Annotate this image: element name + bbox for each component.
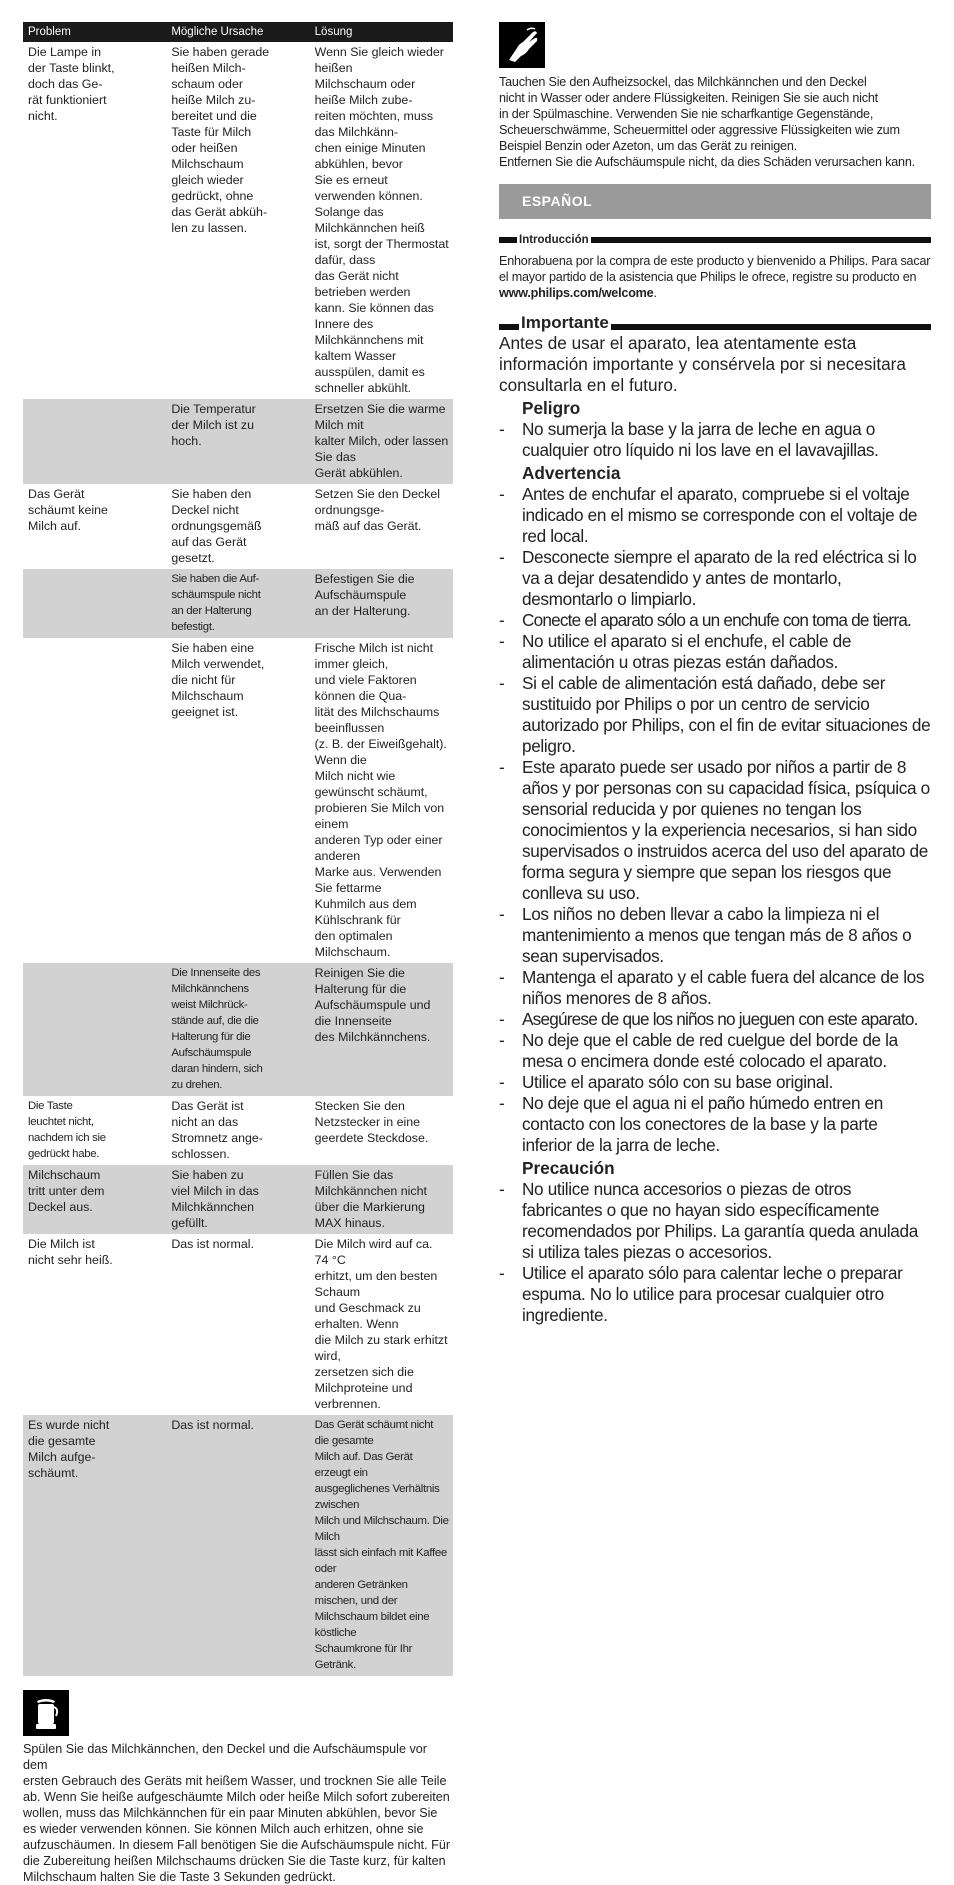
problem-cell [23,963,166,1096]
solution-cell: Befestigen Sie die Aufschäumspule an der Halterung. [310,569,453,638]
table-row [23,963,453,1096]
intro-text: Enhorabuena por la compra de este producto y bienvenido a Philips. Para sacar el mayor partido de la asistencia que Philips le ofrece, registre su producto en www.philips.com/welcome. [499,254,931,300]
caution-heading: Precaución [522,1158,615,1178]
danger-heading: Peligro [522,398,581,418]
solution-cell: Wenn Sie gleich wieder heißen Milchschaum oder heiße Milch zube- reiten möchten, muss das Milchkänn- chen einige Minuten abkühlen, bevor Sie es erneut verwenden können. Solange das Milchkännchen heiß ist, sorgt der Thermostat dafür, dass das Gerät nicht betrieben werden kann. Sie können das Innere des Milchkännchens mit kaltem Wasser ausspülen, damit es schneller abkühlt. [314,45,449,395]
left-column [23,22,453,1885]
table-header-row [23,22,453,42]
solution-cell: Frische Milch ist nicht immer gleich, und viele Faktoren können die Qua- lität des Milchschaums beeinflussen (z. B. der Eiweißgehalt). Wenn die Milch nicht wie gewünscht schäumt, probieren Sie Milch von einem anderen Typ oder einer anderen Marke aus. Verwenden Sie fettarme Kuhmilch aus dem Kühlschrank für den optimalen Milchschaum. [314,641,447,959]
cause-cell: Das ist normal. [166,1415,309,1676]
cause-cell: Die Innenseite des Milchkännchens weist Milchrück- stände auf, die die Halterung für die Aufschäumspule daran hindern, sich zu drehen. [166,963,309,1096]
list-item: - No utilice el aparato si el enchufe, el cable de alimentación u otras piezas están dañados. [499,631,931,673]
cleaning-text: Tauchen Sie den Aufheizsockel, das Milchkännchen und den Deckel nicht in Wasser oder andere Flüssigkeiten. Reinigen Sie sie auch nicht in der Spülmaschine. Verwenden Sie nie scharfkantige Gegenstände, Scheuerschwämme, Scheuermittel oder aggressive Flüssigkeiten wie zum Beispiel Benzin oder Azeton, um das Gerät zu reinigen. Entfernen Sie die Aufschäumspule nicht, da dies Schäden verursachen kann. [499,75,915,169]
table-row [23,569,453,638]
language-bar: ESPAÑOL [499,184,931,219]
list-item: - Asegúrese de que los niños no jueguen con este aparato. [499,1009,931,1030]
jug-icon [23,1690,69,1736]
table-row [23,638,453,963]
solution-cell: Reinigen Sie die Halterung für die Aufschäumspule und die Innenseite des Milchkännchens. [310,963,453,1096]
list-item: - Los niños no deben llevar a cabo la limpieza ni el mantenimiento a menos que tengan más de 8 años o sean supervisados. [499,904,931,967]
cause-cell: Sie haben gerade heißen Milch- schaum oder heiße Milch zu- bereitet und die Taste für Milch oder heißen Milchschaum gleich wieder gedrückt, ohne das Gerät abküh- len zu lassen. [171,45,270,235]
problem-cell [23,569,166,638]
list-item: - Este aparato puede ser usado por niños a partir de 8 años y por personas con su capacidad física, psíquica o sensorial reducida y por quienes no tengan los conocimientos y la experiencia necesarios, si han sido supervisados o instruidos acerca del uso del aparato de forma segura y siempre que sepan los riesgos que conlleva su uso. [499,757,931,904]
philips-welcome-link[interactable]: www.philips.com/welcome [499,286,654,300]
list-item: - Utilice el aparato sólo con su base original. [499,1072,931,1093]
list-item: - Utilice el aparato sólo para calentar leche o preparar espuma. No lo utilice para procesar cualquier otro ingrediente. [499,1263,931,1326]
problem-cell: Die Taste leuchtet nicht, nachdem ich sie gedrückt habe. [28,1100,106,1160]
header-cause: Mögliche Ursache [166,22,309,42]
cause-cell: Sie haben zu viel Milch in das Milchkännchen gefüllt. [166,1165,309,1234]
table-row [23,1096,453,1165]
table-row [23,399,453,484]
solution-cell: Die Milch wird auf ca. 74 °C erhitzt, um den besten Schaum und Geschmack zu erhalten. Wenn die Milch zu stark erhitzt wird, zersetzen sich die Milchproteine und verbrennen. [314,1237,448,1411]
problem-cell: Die Milch ist nicht sehr heiß. [28,1237,113,1267]
cause-cell: Sie haben den Deckel nicht ordnungsgemäß auf das Gerät gesetzt. [171,487,262,565]
warning-heading: Advertencia [522,463,621,483]
cause-cell: Das ist normal. [171,1237,254,1251]
list-item: - Antes de enchufar el aparato, compruebe si el voltaje indicado en el mismo se corresponde con el voltaje de red local. [499,484,931,547]
table-row [23,1415,453,1676]
solution-cell: Füllen Sie das Milchkännchen nicht über die Markierung MAX hinaus. [310,1165,453,1234]
list-item: - No deje que el cable de red cuelgue del borde de la mesa o encimera donde esté colocado el aparato. [499,1030,931,1072]
list-item: - Desconecte siempre el aparato de la red eléctrica si lo va a dejar desatendido y antes de montarlo, desmontarlo o limpiarlo. [499,547,931,610]
list-item: - Si el cable de alimentación está dañado, debe ser sustituido por Philips o por un centro de servicio autorizado por Philips, con el fin de evitar situaciones de peligro. [499,673,931,757]
solution-cell: Stecken Sie den Netzstecker in eine geerdete Steckdose. [314,1099,429,1145]
table-row [23,1165,453,1234]
problem-cell [23,638,166,963]
header-problem: Problem [23,22,166,42]
solution-cell: Ersetzen Sie die warme Milch mit kalter Milch, oder lassen Sie das Gerät abkühlen. [310,399,453,484]
list-item: - Mantenga el aparato y el cable fuera del alcance de los niños menores de 8 años. [499,967,931,1009]
problem-cell [23,399,166,484]
right-column [499,22,931,1326]
solution-cell: Setzen Sie den Deckel ordnungsge- mäß auf das Gerät. [314,487,441,533]
table-row [23,484,453,569]
hand-wipe-icon [499,22,545,68]
cause-cell: Sie haben die Auf- schäumspule nicht an der Halterung befestigt. [166,569,309,638]
intro-heading: Introducción [499,233,931,247]
cause-cell: Die Temperatur der Milch ist zu hoch. [166,399,309,484]
list-item: - No sumerja la base y la jarra de leche en agua o cualquier otro líquido ni los lave en el lavavajillas. [499,419,931,461]
cause-cell: Sie haben eine Milch verwendet, die nicht für Milchschaum geeignet ist. [171,641,265,719]
problem-cell: Es wurde nicht die gesamte Milch aufge- schäumt. [23,1415,166,1676]
list-item: - Conecte el aparato sólo a un enchufe con toma de tierra. [499,610,931,631]
warning-list [499,484,931,1156]
list-item: - No utilice nunca accesorios o piezas de otros fabricantes o que no hayan sido específicamente recomendados por Philips. La garantía queda anulada si utiliza tales piezas o accesorios. [499,1179,931,1263]
caution-list [499,1179,931,1326]
problem-cell: Milchschaum tritt unter dem Deckel aus. [23,1165,166,1234]
table-row [23,1234,453,1415]
danger-list [499,419,931,461]
troubleshooting-table [23,22,453,1676]
problem-cell: Das Gerät schäumt keine Milch auf. [28,487,108,533]
solution-cell: Das Gerät schäumt nicht die gesamte Milch auf. Das Gerät erzeugt ein ausgeglichenes Verhältnis zwischen Milch und Milchschaum. Die Milch lässt sich einfach mit Kaffee oder anderen Getränken mischen, und der Milchschaum bildet eine köstliche Schaumkrone für Ihr Getränk. [310,1415,453,1676]
important-heading: Importante [499,313,931,333]
table-row [23,42,453,399]
rinse-text: Spülen Sie das Milchkännchen, den Deckel und die Aufschäumspule vor dem ersten Gebrauch des Geräts mit heißem Wasser, und trocknen Sie alle Teile ab. Wenn Sie heiße aufgeschäumte Milch oder heiße Milch sofort zubereiten wollen, muss das Milchkännchen für ein paar Minuten abkühlen, bevor Sie es wieder verwenden können. Sie können Milch auch erhitzen, ohne sie aufzuschäumen. In diesem Fall benötigen Sie die Aufschäumspule nicht. Für die Zubereitung heißen Milchschaums drücken Sie die Taste kurz, für kalten Milchschaum halten Sie die Taste 3 Sekunden gedrückt. [23,1742,451,1884]
header-solution: Lösung [310,22,453,42]
cause-cell: Das Gerät ist nicht an das Stromnetz ange- schlossen. [171,1099,263,1161]
important-text: Antes de usar el aparato, lea atentamente esta información importante y consérvela por si necesitara consultarla en el futuro. [499,333,906,395]
list-item: - No deje que el agua ni el paño húmedo entren en contacto con los conectores de la base y la parte inferior de la jarra de leche. [499,1093,931,1156]
problem-cell: Die Lampe in der Taste blinkt, doch das Ge- rät funktioniert nicht. [28,45,115,123]
rinse-note [23,1690,453,1885]
